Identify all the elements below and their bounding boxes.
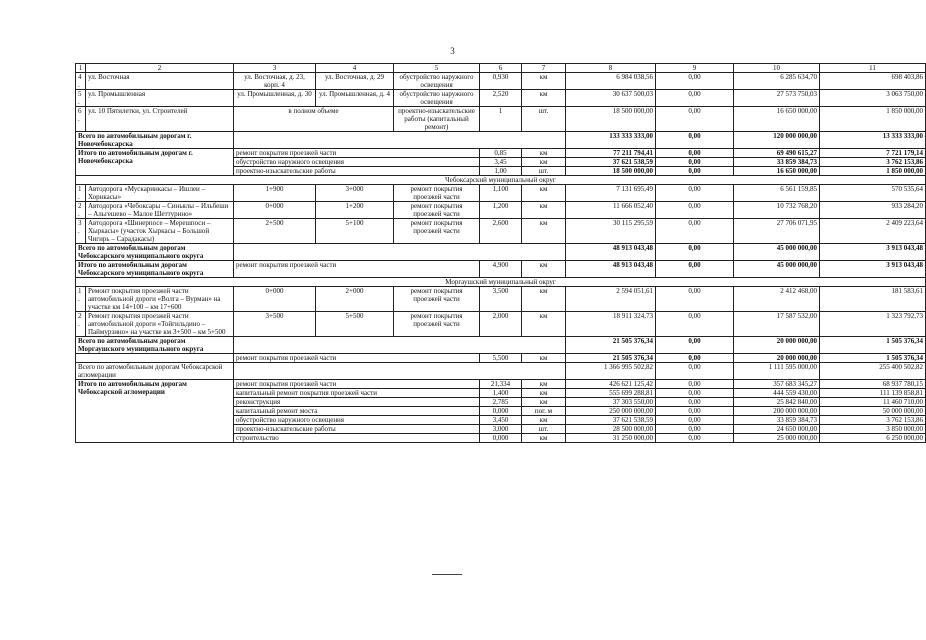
section-end: 1+200: [316, 202, 394, 219]
value-cell: 45 000 000,00: [734, 261, 820, 278]
value-cell: 0,00: [656, 132, 734, 149]
road-row: [76, 219, 926, 244]
value-cell: 30 115 295,59: [566, 219, 656, 244]
road-name: Автодорога «Шинерпосе – Мерешпоси – Хыркасы» (участок Хыркасы – Большой Чигирь – Сарадакасы): [86, 219, 234, 244]
value-cell: 133 333 333,00: [566, 132, 656, 149]
work-type: реконструкция: [234, 398, 480, 407]
section-end: 5+500: [316, 312, 394, 337]
quantity: 0,930: [480, 73, 522, 90]
unit: км: [522, 434, 566, 443]
value-cell: 3 762 153,86: [820, 158, 926, 167]
col-header: 7: [522, 64, 566, 73]
section-start: 0+000: [234, 202, 316, 219]
subtotal-label: Итого по автомобильным дорогам Чебоксарской агломерации: [76, 380, 234, 443]
road-row: [76, 312, 926, 337]
unit: пог. м: [522, 407, 566, 416]
unit: км: [522, 354, 566, 363]
value-cell: 2 412 468,00: [734, 287, 820, 312]
value-cell: 77 211 794,41: [566, 149, 656, 158]
value-cell: 3 063 750,00: [820, 90, 926, 107]
value-cell: 0,00: [656, 312, 734, 337]
road-row: [76, 73, 926, 90]
value-cell: 0,00: [656, 202, 734, 219]
col-header: 8: [566, 64, 656, 73]
unit: км: [522, 73, 566, 90]
value-cell: 33 859 384,73: [734, 416, 820, 425]
row-number: 6.: [76, 107, 86, 132]
value-cell: 37 621 538,59: [566, 416, 656, 425]
value-cell: 17 587 532,00: [734, 312, 820, 337]
quantity: 0,000: [480, 407, 522, 416]
value-cell: 1 505 376,34: [820, 337, 926, 354]
unit: км: [522, 389, 566, 398]
row-number: 3.: [76, 219, 86, 244]
value-cell: 0,00: [656, 158, 734, 167]
value-cell: 570 535,64: [820, 185, 926, 202]
value-cell: 0,00: [656, 167, 734, 176]
value-cell: 444 559 430,00: [734, 389, 820, 398]
value-cell: 69 490 615,27: [734, 149, 820, 158]
value-cell: 933 284,20: [820, 202, 926, 219]
total-label: Всего по автомобильным дорогам г. Новочебоксарска: [76, 132, 234, 149]
value-cell: 1 366 995 502,82: [566, 363, 656, 380]
value-cell: 33 859 384,73: [734, 158, 820, 167]
section-end: 5+100: [316, 219, 394, 244]
value-cell: 1 850 000,00: [820, 167, 926, 176]
value-cell: 1 505 376,34: [820, 354, 926, 363]
value-cell: 0,00: [656, 219, 734, 244]
col-header: 5: [394, 64, 480, 73]
value-cell: 0,00: [656, 363, 734, 380]
unit: км: [522, 261, 566, 278]
work-type: ремонт покрытия проезжей части: [234, 380, 480, 389]
quantity: 3,45: [480, 158, 522, 167]
unit: км: [522, 149, 566, 158]
col-header: 9: [656, 64, 734, 73]
value-cell: 28 500 000,00: [566, 425, 656, 434]
value-cell: 250 000 000,00: [566, 407, 656, 416]
quantity: 1,00: [480, 167, 522, 176]
work-type: проектно-изыскательские работы: [234, 425, 480, 434]
section-end: ул. Восточная, д. 29: [316, 73, 394, 90]
value-cell: 0,00: [656, 90, 734, 107]
work-type: капитальный ремонт моста: [234, 407, 480, 416]
road-name: ул. Промышленная: [86, 90, 234, 107]
value-cell: 0,00: [656, 354, 734, 363]
value-cell: 21 505 376,34: [566, 337, 656, 354]
section-start: 1+900: [234, 185, 316, 202]
value-cell: 0,00: [656, 185, 734, 202]
value-cell: 16 650 000,00: [734, 107, 820, 132]
value-cell: 0,00: [656, 287, 734, 312]
work-type: ремонт покрытия проезжей части: [394, 312, 480, 337]
work-type: ремонт покрытия проезжей части: [394, 185, 480, 202]
quantity: 2,600: [480, 219, 522, 244]
value-cell: 357 683 345,27: [734, 380, 820, 389]
road-name: Ремонт покрытия проезжей части автомобильной дороги «Тойгильдино – Паймурзино» на участке км 3+500 – км 5+500: [86, 312, 234, 337]
value-cell: 24 650 000,00: [734, 425, 820, 434]
unit: км: [522, 90, 566, 107]
quantity: 5,500: [480, 354, 522, 363]
col-header: 6: [480, 64, 522, 73]
col-header: 3: [234, 64, 316, 73]
unit: шт.: [522, 107, 566, 132]
quantity: 1: [480, 107, 522, 132]
work-type: ремонт покрытия проезжей части: [234, 261, 480, 278]
table-cell: [234, 132, 566, 149]
work-type: ремонт покрытия проезжей части: [394, 287, 480, 312]
value-cell: 0,00: [656, 73, 734, 90]
value-cell: 37 621 538,59: [566, 158, 656, 167]
value-cell: 31 250 000,00: [566, 434, 656, 443]
value-cell: 11 666 052,40: [566, 202, 656, 219]
work-type: ремонт покрытия проезжей части: [394, 219, 480, 244]
unit: км: [522, 380, 566, 389]
quantity: 21,334: [480, 380, 522, 389]
unit: км: [522, 158, 566, 167]
value-cell: 111 139 858,81: [820, 389, 926, 398]
value-cell: 0,00: [656, 389, 734, 398]
road-name: ул. Восточная: [86, 73, 234, 90]
subtotal-label: Итого по автомобильным дорогам Чебоксарского муниципального округа: [76, 261, 234, 278]
value-cell: 6 984 038,56: [566, 73, 656, 90]
quantity: 0,000: [480, 434, 522, 443]
value-cell: 3 762 153,86: [820, 416, 926, 425]
road-name: ул. 10 Пятилетки, ул. Строителей: [86, 107, 234, 132]
value-cell: 25 842 840,00: [734, 398, 820, 407]
value-cell: 255 400 502,82: [820, 363, 926, 380]
value-cell: 48 913 043,48: [566, 261, 656, 278]
row-number: 1.: [76, 185, 86, 202]
value-cell: 18 500 000,00: [566, 107, 656, 132]
section-start: 2+500: [234, 219, 316, 244]
total-row: [76, 244, 926, 261]
quantity: 2,520: [480, 90, 522, 107]
road-row: [76, 90, 926, 107]
section-morgaushi-district: [76, 278, 926, 287]
table-cell: [234, 363, 566, 380]
value-cell: 68 937 780,15: [820, 380, 926, 389]
value-cell: 0,00: [656, 107, 734, 132]
unit: км: [522, 287, 566, 312]
work-type: строительство: [234, 434, 480, 443]
subtotal-label: Итого по автомобильным дорогам г. Новочебоксарска: [76, 149, 234, 176]
section-end: 2+000: [316, 287, 394, 312]
quantity: 1,100: [480, 185, 522, 202]
value-cell: 0,00: [656, 434, 734, 443]
road-row: [76, 107, 926, 132]
value-cell: 2 409 223,64: [820, 219, 926, 244]
unit: км: [522, 185, 566, 202]
section-end: ул. Промышленная, д. 4: [316, 90, 394, 107]
road-works-table: [75, 63, 926, 443]
unit: км: [522, 416, 566, 425]
value-cell: 1 850 000,00: [820, 107, 926, 132]
value-cell: 6 250 000,00: [820, 434, 926, 443]
section-start: 0+000: [234, 287, 316, 312]
table-cell: [76, 354, 234, 363]
page-number: 3: [450, 46, 455, 56]
work-type: проектно-изыскательские работы: [234, 167, 480, 176]
work-type: ремонт покрытия проезжей части: [234, 149, 480, 158]
quantity: 2,000: [480, 312, 522, 337]
section-cheboksary-district: [76, 176, 926, 185]
total-label: Всего по автомобильным дорогам Моргаушского муниципального округа: [76, 337, 234, 354]
col-header: 1: [76, 64, 86, 73]
quantity: 3,000: [480, 425, 522, 434]
quantity: 4,900: [480, 261, 522, 278]
work-type: капитальный ремонт покрытия проезжей части: [234, 389, 480, 398]
value-cell: 37 303 550,00: [566, 398, 656, 407]
value-cell: 3 913 043,48: [820, 261, 926, 278]
value-cell: 698 403,86: [820, 73, 926, 90]
work-type: проектно-изыскательские работы (капитальный ремонт): [394, 107, 480, 132]
subtotal-row: [76, 380, 926, 389]
total-row: [76, 363, 926, 380]
value-cell: 21 505 376,34: [566, 354, 656, 363]
value-cell: 0,00: [656, 416, 734, 425]
value-cell: 20 000 000,00: [734, 354, 820, 363]
road-row: [76, 287, 926, 312]
value-cell: 16 650 000,00: [734, 167, 820, 176]
value-cell: 0,00: [656, 398, 734, 407]
work-type: обустройство наружного освещения: [234, 416, 480, 425]
total-label: Всего по автомобильным дорогам Чебоксарского муниципального округа: [76, 244, 234, 261]
quantity: 3,500: [480, 287, 522, 312]
col-header: 10: [734, 64, 820, 73]
table-cell: [234, 244, 566, 261]
section-start: ул. Восточная, д. 23, корп. 4: [234, 73, 316, 90]
value-cell: 0,00: [656, 407, 734, 416]
value-cell: 27 573 750,03: [734, 90, 820, 107]
column-header-row: [76, 64, 926, 73]
value-cell: 7 131 695,49: [566, 185, 656, 202]
value-cell: 10 732 768,20: [734, 202, 820, 219]
value-cell: 6 561 159,85: [734, 185, 820, 202]
value-cell: 3 850 000,00: [820, 425, 926, 434]
quantity: 3,450: [480, 416, 522, 425]
row-number: 1.: [76, 287, 86, 312]
quantity: 0,85: [480, 149, 522, 158]
row-number: 2.: [76, 312, 86, 337]
value-cell: 20 000 000,00: [734, 337, 820, 354]
work-type: обустройство наружного освещения: [394, 73, 480, 90]
value-cell: 6 285 634,70: [734, 73, 820, 90]
value-cell: 0,00: [656, 244, 734, 261]
quantity: 1,400: [480, 389, 522, 398]
work-type: обустройство наружного освещения: [394, 90, 480, 107]
table-cell: [234, 337, 566, 354]
road-name: Автодорога «Чебоксары – Синьялы – Ильбеши – Альгешево – Малое Шеттурино»: [86, 202, 234, 219]
road-name: Ремонт покрытия проезжей части автомобильной дороги «Волга – Вурман» на участке км 14+100 – км 17+600: [86, 287, 234, 312]
road-row: [76, 185, 926, 202]
value-cell: 7 721 179,14: [820, 149, 926, 158]
value-cell: 0,00: [656, 425, 734, 434]
subtotal-row: [76, 149, 926, 158]
work-type: ремонт покрытия проезжей части: [394, 202, 480, 219]
road-row: [76, 202, 926, 219]
section-start: 3+500: [234, 312, 316, 337]
subtotal-row: [76, 261, 926, 278]
value-cell: 181 583,61: [820, 287, 926, 312]
col-header: 2: [86, 64, 234, 73]
value-cell: 0,00: [656, 380, 734, 389]
unit: шт.: [522, 167, 566, 176]
value-cell: 120 000 000,00: [734, 132, 820, 149]
quantity: 1,200: [480, 202, 522, 219]
value-cell: 2 594 051,61: [566, 287, 656, 312]
footer-divider: [432, 574, 462, 575]
total-row: [76, 132, 926, 149]
work-type: обустройство наружного освещения: [234, 158, 480, 167]
unit: км: [522, 202, 566, 219]
value-cell: 0,00: [656, 149, 734, 158]
value-cell: 30 637 500,03: [566, 90, 656, 107]
unit: км: [522, 398, 566, 407]
section-title: Чебоксарский муниципальный округ: [76, 176, 926, 185]
value-cell: 27 706 071,95: [734, 219, 820, 244]
value-cell: 11 460 710,00: [820, 398, 926, 407]
row-number: 2.: [76, 202, 86, 219]
total-label: Всего по автомобильным дорогам Чебоксарской агломерации: [76, 363, 234, 380]
value-cell: 13 333 333,00: [820, 132, 926, 149]
value-cell: 3 913 043,48: [820, 244, 926, 261]
value-cell: 1 111 595 000,00: [734, 363, 820, 380]
row-number: 4.: [76, 73, 86, 90]
section-start: ул. Промышленная, д. 30: [234, 90, 316, 107]
road-name: Автодорога «Мускаринкасы – Ишлеи – Хорнкасы»: [86, 185, 234, 202]
value-cell: 48 913 043,48: [566, 244, 656, 261]
unit: шт.: [522, 425, 566, 434]
section-end: 3+000: [316, 185, 394, 202]
unit: км: [522, 312, 566, 337]
value-cell: 426 621 125,42: [566, 380, 656, 389]
unit: км: [522, 219, 566, 244]
col-header: 4: [316, 64, 394, 73]
value-cell: 1 323 792,73: [820, 312, 926, 337]
work-type: ремонт покрытия проезжей части: [234, 354, 480, 363]
value-cell: 200 000 000,00: [734, 407, 820, 416]
subtotal-row: [76, 354, 926, 363]
row-number: 5.: [76, 90, 86, 107]
value-cell: 45 000 000,00: [734, 244, 820, 261]
col-header: 11: [820, 64, 926, 73]
value-cell: 18 500 000,00: [566, 167, 656, 176]
value-cell: 50 000 000,00: [820, 407, 926, 416]
value-cell: 0,00: [656, 261, 734, 278]
section-title: Моргаушский муниципальный округ: [76, 278, 926, 287]
value-cell: 555 699 288,81: [566, 389, 656, 398]
value-cell: 25 000 000,00: [734, 434, 820, 443]
value-cell: 0,00: [656, 337, 734, 354]
quantity: 2,785: [480, 398, 522, 407]
total-row: [76, 337, 926, 354]
road-section: в полном объеме: [234, 107, 394, 132]
value-cell: 18 911 324,73: [566, 312, 656, 337]
